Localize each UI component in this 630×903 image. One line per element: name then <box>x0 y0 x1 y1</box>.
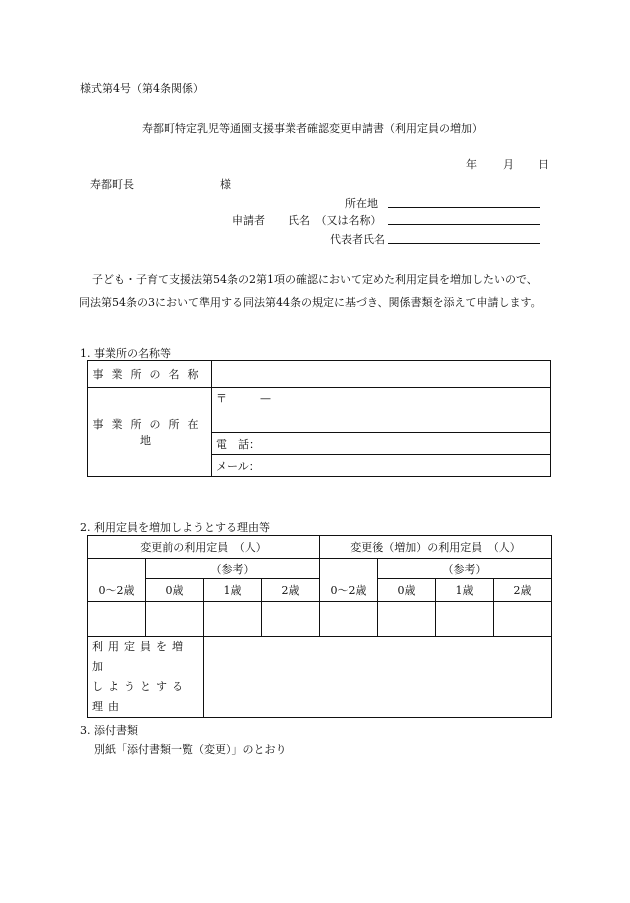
before-reference-label: （参考） <box>146 559 320 579</box>
body-line-1: 子ども・子育て支援法第54条の2第1項の確認において定めた利用定員を増加したいので、 <box>92 273 538 286</box>
section2-heading: 2. 利用定員を増加しようとする理由等 <box>80 521 270 534</box>
before-col-0: 0歳 <box>146 579 204 602</box>
date-day: 日 <box>538 158 549 171</box>
reason-label <box>88 637 204 718</box>
form-number: 様式第4号（第4条関係） <box>80 82 204 95</box>
after-col-0-2: 0〜2歳 <box>320 579 378 602</box>
page-title: 寿都町特定乳児等通園支援事業者確認変更申請書（利用定員の増加） <box>142 122 483 135</box>
before-capacity-header: 変更前の利用定員 （人） <box>88 536 320 559</box>
before-value-2[interactable] <box>262 602 320 637</box>
before-value-0[interactable] <box>146 602 204 637</box>
facility-location-label: 事業所の所在地 <box>88 388 212 477</box>
after-value-0-2[interactable] <box>320 602 378 637</box>
email-field[interactable]: メール： <box>212 455 551 477</box>
section3-heading: 3. 添付書類 <box>80 724 138 737</box>
name-label: 氏名 （又は名称） <box>288 214 382 227</box>
after-value-1[interactable] <box>436 602 494 637</box>
before-value-0-2[interactable] <box>88 602 146 637</box>
addressee-honorific: 様 <box>220 178 231 191</box>
date-year: 年 <box>466 158 477 171</box>
date-month: 月 <box>503 158 514 171</box>
facility-table <box>87 360 551 477</box>
facility-name-field[interactable] <box>212 361 551 388</box>
before-value-1[interactable] <box>204 602 262 637</box>
after-col-2: 2歳 <box>494 579 552 602</box>
after-col-1: 1歳 <box>436 579 494 602</box>
postal-field[interactable]: 〒 — <box>212 388 551 433</box>
address-label: 所在地 <box>345 197 378 210</box>
reason-label-line1: 利用定員を増加 <box>92 640 188 673</box>
reason-field[interactable] <box>204 637 552 718</box>
before-col-1: 1歳 <box>204 579 262 602</box>
section1-heading: 1. 事業所の名称等 <box>80 347 171 360</box>
before-col-2: 2歳 <box>262 579 320 602</box>
addressee-name: 寿都町長 <box>90 178 134 191</box>
after-col-0: 0歳 <box>378 579 436 602</box>
capacity-table <box>87 535 552 718</box>
phone-field[interactable]: 電 話： <box>212 433 551 455</box>
before-col-0-2: 0〜2歳 <box>88 579 146 602</box>
address-field[interactable] <box>388 195 540 208</box>
after-reference-label: （参考） <box>378 559 552 579</box>
after-value-2[interactable] <box>494 602 552 637</box>
after-value-0[interactable] <box>378 602 436 637</box>
facility-name-label: 事業所の名称 <box>88 361 212 388</box>
attachments-text: 別紙「添付書類一覧（変更）」のとおり <box>94 743 287 756</box>
name-field[interactable] <box>388 212 540 225</box>
applicant-label: 申請者 <box>232 214 265 227</box>
after-capacity-header: 変更後（増加）の利用定員 （人） <box>320 536 552 559</box>
representative-label: 代表者氏名 <box>330 233 385 246</box>
reason-label-line2: しようとする理由 <box>92 680 188 713</box>
representative-field[interactable] <box>388 231 540 244</box>
body-line-2: 同法第54条の3において準用する同法第44条の規定に基づき、関係書類を添えて申請します。 <box>79 296 542 309</box>
